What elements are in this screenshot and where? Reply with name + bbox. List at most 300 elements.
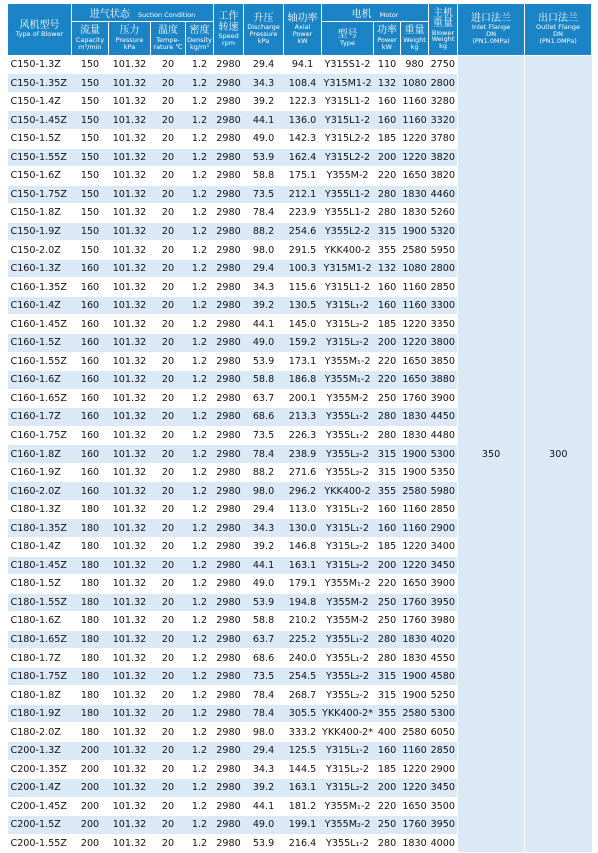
cell-rise: 44.1 <box>244 111 284 130</box>
cell-density: 1.2 <box>186 315 214 334</box>
cell-blower-weight: 2800 <box>429 74 458 93</box>
cell-pressure: 101.32 <box>109 630 151 649</box>
cell-blower-weight: 2900 <box>429 760 458 779</box>
cell-temperature: 20 <box>151 834 186 853</box>
cell-pressure: 101.32 <box>109 426 151 445</box>
cell-motor-power: 355 <box>374 241 401 260</box>
cell-speed: 2980 <box>214 389 244 408</box>
cell-shaft-power: 179.1 <box>284 575 322 594</box>
cell-motor-power: 280 <box>374 834 401 853</box>
header-mpower-zh: 功率 <box>377 25 398 37</box>
cell-rise: 68.6 <box>244 649 284 668</box>
cell-density: 1.2 <box>186 111 214 130</box>
header-flow-zh: 流量 <box>80 25 100 37</box>
cell-model: C180-1.35Z <box>8 519 72 538</box>
cell-rise: 29.4 <box>244 259 284 278</box>
cell-blower-weight: 3800 <box>429 334 458 353</box>
cell-rise: 78.4 <box>244 686 284 705</box>
cell-rise: 73.5 <box>244 426 284 445</box>
cell-shaft-power: 216.4 <box>284 834 322 853</box>
cell-speed: 2980 <box>214 74 244 93</box>
cell-pressure: 101.32 <box>109 834 151 853</box>
cell-flow: 180 <box>72 704 109 723</box>
cell-temperature: 20 <box>151 222 186 241</box>
cell-motor-type: Y355M-2 <box>322 167 374 186</box>
cell-motor-power: 250 <box>374 816 401 835</box>
cell-model: C160-1.6Z <box>8 371 72 390</box>
cell-flow: 160 <box>72 296 109 315</box>
cell-density: 1.2 <box>186 575 214 594</box>
cell-temperature: 20 <box>151 185 186 204</box>
cell-density: 1.2 <box>186 667 214 686</box>
cell-pressure: 101.32 <box>109 185 151 204</box>
cell-density: 1.2 <box>186 593 214 612</box>
cell-rise: 29.4 <box>244 55 284 74</box>
header-pressure-zh: 压力 <box>119 25 140 37</box>
cell-shaft-power: 238.9 <box>284 445 322 464</box>
cell-temperature: 20 <box>151 686 186 705</box>
cell-motor-power: 355 <box>374 704 401 723</box>
cell-speed: 2980 <box>214 408 244 427</box>
cell-flow: 150 <box>72 204 109 223</box>
cell-flow: 160 <box>72 334 109 353</box>
header-inlet-en3: (PN1.0MPa) <box>472 37 510 46</box>
cell-speed: 2980 <box>214 612 244 631</box>
cell-flow: 180 <box>72 649 109 668</box>
cell-pressure: 101.32 <box>109 389 151 408</box>
cell-motor-power: 280 <box>374 426 401 445</box>
cell-model: C180-1.7Z <box>8 649 72 668</box>
cell-flow: 180 <box>72 667 109 686</box>
cell-speed: 2980 <box>214 704 244 723</box>
header-motor-power <box>374 21 401 55</box>
cell-motor-power: 160 <box>374 296 401 315</box>
cell-pressure: 101.32 <box>109 723 151 742</box>
cell-density: 1.2 <box>186 74 214 93</box>
cell-motor-type: Y315L₁-2 <box>322 742 374 761</box>
cell-pressure: 101.32 <box>109 278 151 297</box>
cell-speed: 2980 <box>214 556 244 575</box>
cell-temperature: 20 <box>151 315 186 334</box>
cell-blower-weight: 3850 <box>429 352 458 371</box>
cell-model: C200-1.45Z <box>8 797 72 816</box>
header-rise <box>244 4 284 56</box>
cell-motor-type: Y355L₂-2 <box>322 445 374 464</box>
cell-density: 1.2 <box>186 185 214 204</box>
cell-flow: 180 <box>72 500 109 519</box>
cell-model: C180-1.8Z <box>8 686 72 705</box>
header-temp-en2: rature ℃ <box>153 42 183 51</box>
cell-motor-weight: 1650 <box>401 575 429 594</box>
cell-speed: 2980 <box>214 797 244 816</box>
cell-temperature: 20 <box>151 797 186 816</box>
cell-motor-power: 250 <box>374 612 401 631</box>
cell-shaft-power: 186.8 <box>284 371 322 390</box>
cell-blower-weight: 5950 <box>429 241 458 260</box>
cell-blower-weight: 5350 <box>429 463 458 482</box>
cell-rise: 63.7 <box>244 389 284 408</box>
cell-rise: 78.4 <box>244 204 284 223</box>
cell-speed: 2980 <box>214 760 244 779</box>
cell-temperature: 20 <box>151 779 186 798</box>
cell-motor-type: Y315L2-2 <box>322 148 374 167</box>
header-model <box>8 4 72 56</box>
cell-motor-weight: 1220 <box>401 779 429 798</box>
cell-temperature: 20 <box>151 55 186 74</box>
cell-shaft-power: 94.1 <box>284 55 322 74</box>
cell-flow: 160 <box>72 482 109 501</box>
cell-model: C180-2.0Z <box>8 723 72 742</box>
cell-temperature: 20 <box>151 296 186 315</box>
cell-blower-weight: 4450 <box>429 408 458 427</box>
cell-motor-power: 160 <box>374 519 401 538</box>
cell-motor-power: 400 <box>374 723 401 742</box>
cell-temperature: 20 <box>151 278 186 297</box>
header-model-en: Type of Blower <box>15 30 64 39</box>
cell-flow: 180 <box>72 686 109 705</box>
cell-motor-type: Y315L2-2 <box>322 129 374 148</box>
cell-motor-power: 110 <box>374 55 401 74</box>
cell-pressure: 101.32 <box>109 445 151 464</box>
cell-flow: 180 <box>72 556 109 575</box>
cell-speed: 2980 <box>214 575 244 594</box>
cell-model: C200-1.5Z <box>8 816 72 835</box>
cell-motor-power: 280 <box>374 630 401 649</box>
cell-pressure: 101.32 <box>109 556 151 575</box>
cell-density: 1.2 <box>186 148 214 167</box>
cell-speed: 2980 <box>214 538 244 557</box>
cell-motor-power: 220 <box>374 797 401 816</box>
cell-model: C150-1.5Z <box>8 129 72 148</box>
cell-speed: 2980 <box>214 92 244 111</box>
cell-shaft-power: 175.1 <box>284 167 322 186</box>
cell-motor-type: Y355L1-2 <box>322 185 374 204</box>
cell-speed: 2980 <box>214 519 244 538</box>
cell-density: 1.2 <box>186 704 214 723</box>
cell-temperature: 20 <box>151 389 186 408</box>
cell-motor-type: Y315M1-2 <box>322 74 374 93</box>
cell-temperature: 20 <box>151 259 186 278</box>
cell-motor-weight: 1160 <box>401 500 429 519</box>
cell-motor-type: Y355L₁-2 <box>322 834 374 853</box>
cell-blower-weight: 3300 <box>429 296 458 315</box>
cell-model: C150-1.45Z <box>8 111 72 130</box>
cell-motor-weight: 2580 <box>401 723 429 742</box>
header-density-zh: 密度 <box>189 25 210 37</box>
cell-model: C180-1.9Z <box>8 704 72 723</box>
cell-density: 1.2 <box>186 723 214 742</box>
cell-pressure: 101.32 <box>109 612 151 631</box>
header-motor-en: Motor <box>379 11 399 19</box>
header-bweight-en2: Weight <box>431 35 455 44</box>
cell-rise: 49.0 <box>244 575 284 594</box>
cell-motor-power: 250 <box>374 389 401 408</box>
cell-density: 1.2 <box>186 482 214 501</box>
cell-motor-type: Y315L₂-2 <box>322 538 374 557</box>
cell-model: C180-1.6Z <box>8 612 72 631</box>
cell-pressure: 101.32 <box>109 371 151 390</box>
cell-motor-type: YKK400-2* <box>322 704 374 723</box>
cell-shaft-power: 163.1 <box>284 556 322 575</box>
cell-density: 1.2 <box>186 797 214 816</box>
cell-rise: 44.1 <box>244 556 284 575</box>
cell-pressure: 101.32 <box>109 575 151 594</box>
cell-blower-weight: 4020 <box>429 630 458 649</box>
cell-temperature: 20 <box>151 92 186 111</box>
cell-shaft-power: 113.0 <box>284 500 322 519</box>
cell-motor-power: 280 <box>374 185 401 204</box>
cell-speed: 2980 <box>214 129 244 148</box>
cell-blower-weight: 3400 <box>429 538 458 557</box>
cell-blower-weight: 5300 <box>429 445 458 464</box>
cell-temperature: 20 <box>151 649 186 668</box>
cell-density: 1.2 <box>186 834 214 853</box>
cell-flow: 160 <box>72 445 109 464</box>
cell-motor-type: Y315L₂-2 <box>322 760 374 779</box>
cell-rise: 39.2 <box>244 538 284 557</box>
cell-motor-power: 220 <box>374 167 401 186</box>
cell-motor-weight: 2580 <box>401 482 429 501</box>
blower-spec-table <box>7 3 592 853</box>
cell-rise: 98.0 <box>244 482 284 501</box>
cell-speed: 2980 <box>214 463 244 482</box>
cell-motor-power: 220 <box>374 371 401 390</box>
cell-blower-weight: 4480 <box>429 426 458 445</box>
cell-motor-weight: 1080 <box>401 259 429 278</box>
cell-flow: 180 <box>72 538 109 557</box>
cell-model: C200-1.4Z <box>8 779 72 798</box>
cell-shaft-power: 254.6 <box>284 222 322 241</box>
cell-density: 1.2 <box>186 352 214 371</box>
cell-rise: 53.9 <box>244 352 284 371</box>
cell-rise: 58.8 <box>244 167 284 186</box>
cell-pressure: 101.32 <box>109 667 151 686</box>
cell-density: 1.2 <box>186 779 214 798</box>
cell-motor-type: Y315L₂-2 <box>322 334 374 353</box>
cell-flow: 150 <box>72 148 109 167</box>
cell-shaft-power: 159.2 <box>284 334 322 353</box>
header-suction-group <box>72 4 214 22</box>
cell-motor-type: Y355M₁-2 <box>322 575 374 594</box>
cell-model: C160-2.0Z <box>8 482 72 501</box>
cell-motor-power: 220 <box>374 575 401 594</box>
cell-temperature: 20 <box>151 723 186 742</box>
header-density-en2: kg/m³ <box>189 42 210 51</box>
cell-density: 1.2 <box>186 371 214 390</box>
cell-model: C180-1.4Z <box>8 538 72 557</box>
cell-speed: 2980 <box>214 278 244 297</box>
cell-model: C150-1.55Z <box>8 148 72 167</box>
header-suction-en: Suction Condition <box>137 11 196 19</box>
cell-flow: 160 <box>72 371 109 390</box>
cell-shaft-power: 254.5 <box>284 667 322 686</box>
header-shaft-en3: kW <box>297 37 308 46</box>
cell-pressure: 101.32 <box>109 129 151 148</box>
cell-motor-type: Y355M-2 <box>322 593 374 612</box>
cell-speed: 2980 <box>214 204 244 223</box>
cell-motor-type: Y355M₁-2 <box>322 371 374 390</box>
header-pressure-en1: Pressure <box>115 35 144 44</box>
cell-motor-weight: 1830 <box>401 630 429 649</box>
cell-speed: 2980 <box>214 445 244 464</box>
cell-pressure: 101.32 <box>109 241 151 260</box>
cell-blower-weight: 3500 <box>429 797 458 816</box>
cell-density: 1.2 <box>186 742 214 761</box>
cell-pressure: 101.32 <box>109 500 151 519</box>
cell-motor-power: 280 <box>374 408 401 427</box>
header-motor-weight <box>401 21 429 55</box>
cell-rise: 98.0 <box>244 241 284 260</box>
cell-flow: 180 <box>72 612 109 631</box>
cell-motor-type: Y355M₁-2 <box>322 352 374 371</box>
header-outlet-zh: 出口法兰 <box>538 12 579 24</box>
cell-motor-type: Y315L₁-2 <box>322 296 374 315</box>
header-outlet-en3: (PN1.0MPa) <box>539 37 577 46</box>
cell-motor-weight: 1650 <box>401 352 429 371</box>
cell-flow: 150 <box>72 74 109 93</box>
cell-temperature: 20 <box>151 148 186 167</box>
cell-density: 1.2 <box>186 500 214 519</box>
cell-flow: 150 <box>72 185 109 204</box>
cell-blower-weight: 5980 <box>429 482 458 501</box>
cell-density: 1.2 <box>186 445 214 464</box>
cell-rise: 58.8 <box>244 371 284 390</box>
header-bweight-zh: 主机重量 <box>433 7 454 30</box>
cell-blower-weight: 2850 <box>429 278 458 297</box>
header-rise-en3: kPa <box>257 37 270 46</box>
cell-density: 1.2 <box>186 816 214 835</box>
cell-model: C160-1.7Z <box>8 408 72 427</box>
cell-shaft-power: 240.0 <box>284 649 322 668</box>
cell-model: C150-1.4Z <box>8 92 72 111</box>
cell-motor-weight: 1900 <box>401 222 429 241</box>
cell-motor-type: Y315L₂-2 <box>322 556 374 575</box>
cell-speed: 2980 <box>214 426 244 445</box>
header-temperature <box>151 21 186 55</box>
cell-speed: 2980 <box>214 630 244 649</box>
cell-motor-power: 315 <box>374 463 401 482</box>
cell-temperature: 20 <box>151 111 186 130</box>
cell-pressure: 101.32 <box>109 408 151 427</box>
cell-blower-weight: 2850 <box>429 742 458 761</box>
cell-flow: 200 <box>72 779 109 798</box>
cell-density: 1.2 <box>186 760 214 779</box>
cell-motor-power: 160 <box>374 111 401 130</box>
cell-blower-weight: 3780 <box>429 129 458 148</box>
cell-blower-weight: 4000 <box>429 834 458 853</box>
cell-motor-type: Y355L₂-2 <box>322 686 374 705</box>
header-shaft-en2: Power <box>292 30 313 39</box>
cell-motor-power: 280 <box>374 649 401 668</box>
cell-rise: 53.9 <box>244 593 284 612</box>
cell-speed: 2980 <box>214 148 244 167</box>
header-pressure <box>109 21 151 55</box>
cell-flow: 160 <box>72 278 109 297</box>
cell-pressure: 101.32 <box>109 259 151 278</box>
cell-flow: 150 <box>72 92 109 111</box>
cell-density: 1.2 <box>186 556 214 575</box>
cell-motor-weight: 1830 <box>401 426 429 445</box>
cell-motor-power: 185 <box>374 315 401 334</box>
cell-blower-weight: 3280 <box>429 92 458 111</box>
cell-motor-weight: 1160 <box>401 92 429 111</box>
header-bweight-en1: Blower <box>431 28 455 37</box>
cell-motor-weight: 2580 <box>401 704 429 723</box>
cell-pressure: 101.32 <box>109 779 151 798</box>
cell-speed: 2980 <box>214 315 244 334</box>
cell-blower-weight: 4460 <box>429 185 458 204</box>
cell-temperature: 20 <box>151 408 186 427</box>
cell-shaft-power: 144.5 <box>284 760 322 779</box>
cell-pressure: 101.32 <box>109 538 151 557</box>
cell-model: C180-1.55Z <box>8 593 72 612</box>
cell-motor-type: Y315L1-2 <box>322 278 374 297</box>
header-speed-zh: 工作转速 <box>218 11 239 33</box>
cell-blower-weight: 3980 <box>429 612 458 631</box>
cell-rise: 39.2 <box>244 92 284 111</box>
cell-pressure: 101.32 <box>109 296 151 315</box>
cell-temperature: 20 <box>151 742 186 761</box>
cell-pressure: 101.32 <box>109 74 151 93</box>
cell-speed: 2980 <box>214 686 244 705</box>
cell-pressure: 101.32 <box>109 111 151 130</box>
cell-motor-type: Y315L1-2 <box>322 111 374 130</box>
cell-model: C150-1.6Z <box>8 167 72 186</box>
cell-temperature: 20 <box>151 593 186 612</box>
header-motor-type <box>322 21 374 55</box>
cell-shaft-power: 199.1 <box>284 816 322 835</box>
cell-flow: 200 <box>72 816 109 835</box>
cell-motor-weight: 1220 <box>401 334 429 353</box>
cell-shaft-power: 145.0 <box>284 315 322 334</box>
header-density-en1: Density <box>187 35 212 44</box>
header-inlet-en2: DN <box>486 30 496 39</box>
cell-rise: 98.0 <box>244 723 284 742</box>
cell-motor-weight: 1160 <box>401 278 429 297</box>
header-shaft-power <box>284 4 322 56</box>
cell-flow: 160 <box>72 426 109 445</box>
cell-density: 1.2 <box>186 408 214 427</box>
cell-blower-weight: 2850 <box>429 500 458 519</box>
cell-pressure: 101.32 <box>109 204 151 223</box>
cell-motor-weight: 1900 <box>401 463 429 482</box>
cell-blower-weight: 4550 <box>429 649 458 668</box>
header-outlet-en1: Outlet Flange <box>536 23 581 32</box>
cell-pressure: 101.32 <box>109 315 151 334</box>
cell-motor-weight: 1160 <box>401 742 429 761</box>
cell-temperature: 20 <box>151 575 186 594</box>
cell-motor-type: Y315L₂-2 <box>322 779 374 798</box>
cell-motor-power: 200 <box>374 556 401 575</box>
cell-motor-weight: 1900 <box>401 686 429 705</box>
cell-density: 1.2 <box>186 649 214 668</box>
header-suction-zh: 进气状态 <box>89 9 130 20</box>
cell-pressure: 101.32 <box>109 704 151 723</box>
cell-motor-type: Y355M-2 <box>322 612 374 631</box>
cell-blower-weight: 3450 <box>429 779 458 798</box>
cell-blower-weight: 5260 <box>429 204 458 223</box>
cell-shaft-power: 291.5 <box>284 241 322 260</box>
cell-pressure: 101.32 <box>109 148 151 167</box>
cell-motor-type: Y355L₁-2 <box>322 426 374 445</box>
cell-shaft-power: 225.2 <box>284 630 322 649</box>
cell-speed: 2980 <box>214 742 244 761</box>
cell-motor-type: Y355L2-2 <box>322 222 374 241</box>
cell-density: 1.2 <box>186 612 214 631</box>
cell-motor-power: 132 <box>374 74 401 93</box>
cell-temperature: 20 <box>151 129 186 148</box>
header-mpower-en1: Power <box>377 35 397 44</box>
